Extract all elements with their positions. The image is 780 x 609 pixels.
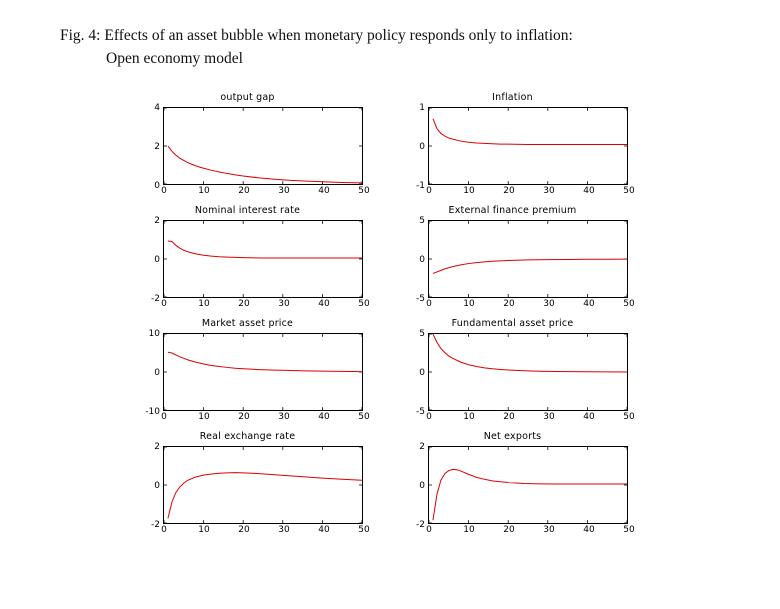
plot-area [416,329,635,422]
x-axis-tick-label: 10 [198,525,210,535]
chart-panel [125,431,370,539]
x-axis-tick-label: 20 [503,299,515,309]
y-axis-tick-label: 0 [419,142,425,152]
x-axis-tick-label: 40 [583,525,595,535]
y-axis-tick-label: 0 [419,481,425,491]
plot-area [416,442,635,535]
x-axis-tick-label: 50 [358,299,370,309]
x-axis-tick-label: 10 [198,186,210,196]
x-axis-tick-label: 40 [318,299,330,309]
series-line [164,334,362,410]
x-axis-tick-label: 50 [358,412,370,422]
chart-title: Nominal interest rate [194,205,301,216]
chart-panel [125,92,370,200]
y-axis-tick-label: 1 [419,103,425,113]
plot-area [145,329,370,422]
x-axis-tick-label: 40 [318,525,330,535]
y-axis-tick-label: 0 [419,255,425,265]
y-axis-tick-label: 10 [148,329,160,339]
y-axis-tick-label: -5 [416,294,425,304]
y-axis-tick-label: 4 [154,103,160,113]
chart-title: Fundamental asset price [451,318,574,329]
x-axis-tick-label: 10 [198,412,210,422]
series-line [164,221,362,297]
x-axis-tick-label: 30 [278,412,290,422]
x-axis-tick-label: 50 [623,525,635,535]
caption-line-1: Fig. 4: Effects of an asset bubble when monetary policy responds only to inflation: [60,27,573,44]
x-axis-tick-label: 0 [426,186,432,196]
chart-title: External finance premium [448,205,577,216]
x-axis-tick-label: 20 [503,186,515,196]
x-axis-tick-label: 0 [426,525,432,535]
x-axis-tick-label: 20 [238,525,250,535]
y-axis-tick-label: -2 [416,520,425,530]
x-axis-tick-label: 40 [583,412,595,422]
figure-panels [0,92,780,562]
x-axis-tick-label: 20 [238,299,250,309]
x-axis-tick-label: 30 [543,412,555,422]
chart-title: Real exchange rate [199,431,296,442]
y-axis-tick-label: -5 [416,407,425,417]
y-axis-tick-label: 0 [154,481,160,491]
series-line [164,108,362,184]
chart-panel [390,92,635,200]
plot-area [151,442,370,535]
chart-panel [390,205,635,313]
x-axis-tick-label: 10 [463,412,475,422]
y-axis-tick-label: 2 [154,216,160,226]
y-axis-tick-label: 2 [154,142,160,152]
x-axis-tick-label: 50 [623,412,635,422]
plot-area [154,103,370,196]
x-axis-tick-label: 10 [463,186,475,196]
x-axis-tick-label: 20 [503,412,515,422]
plot-area [151,216,370,309]
x-axis-tick-label: 50 [358,186,370,196]
y-axis-tick-label: 0 [154,181,160,191]
y-axis-tick-label: -10 [145,407,160,417]
x-axis-tick-label: 0 [161,299,167,309]
chart-title: Market asset price [201,318,294,329]
y-axis-tick-label: 0 [154,255,160,265]
x-axis-tick-label: 50 [623,299,635,309]
series-line [429,108,627,184]
x-axis-tick-label: 30 [278,525,290,535]
plot-area [416,216,635,309]
x-axis-tick-label: 40 [583,299,595,309]
chart-title: Net exports [483,431,542,442]
x-axis-tick-label: 0 [161,525,167,535]
x-axis-tick-label: 20 [238,186,250,196]
x-axis-tick-label: 0 [161,412,167,422]
y-axis-tick-label: 2 [419,442,425,452]
chart-title: output gap [220,92,275,103]
figure-caption [60,24,732,71]
x-axis-tick-label: 20 [503,525,515,535]
chart-panel [390,431,635,539]
y-axis-tick-label: -2 [151,294,160,304]
series-line [429,221,627,297]
y-axis-tick-label: 5 [419,216,425,226]
x-axis-tick-label: 50 [623,186,635,196]
x-axis-tick-label: 30 [543,186,555,196]
series-line [164,447,362,523]
x-axis-tick-label: 40 [318,186,330,196]
y-axis-tick-label: -2 [151,520,160,530]
x-axis-tick-label: 10 [463,525,475,535]
caption-line-2: Open economy model [106,50,243,68]
x-axis-tick-label: 0 [161,186,167,196]
y-axis-tick-label: 2 [154,442,160,452]
x-axis-tick-label: 30 [543,299,555,309]
x-axis-tick-label: 0 [426,299,432,309]
chart-panel [390,318,635,426]
chart-panel [125,318,370,426]
x-axis-tick-label: 30 [543,525,555,535]
x-axis-tick-label: 30 [278,299,290,309]
chart-panel [125,205,370,313]
x-axis-tick-label: 10 [463,299,475,309]
x-axis-tick-label: 10 [198,299,210,309]
series-line [429,447,627,523]
y-axis-tick-label: -1 [416,181,425,191]
x-axis-tick-label: 20 [238,412,250,422]
y-axis-tick-label: 0 [154,368,160,378]
x-axis-tick-label: 50 [358,525,370,535]
y-axis-tick-label: 0 [419,368,425,378]
chart-title: Inflation [492,92,533,103]
x-axis-tick-label: 40 [583,186,595,196]
x-axis-tick-label: 0 [426,412,432,422]
series-line [429,334,627,410]
x-axis-tick-label: 30 [278,186,290,196]
y-axis-tick-label: 5 [419,329,425,339]
plot-area [416,103,635,196]
x-axis-tick-label: 40 [318,412,330,422]
